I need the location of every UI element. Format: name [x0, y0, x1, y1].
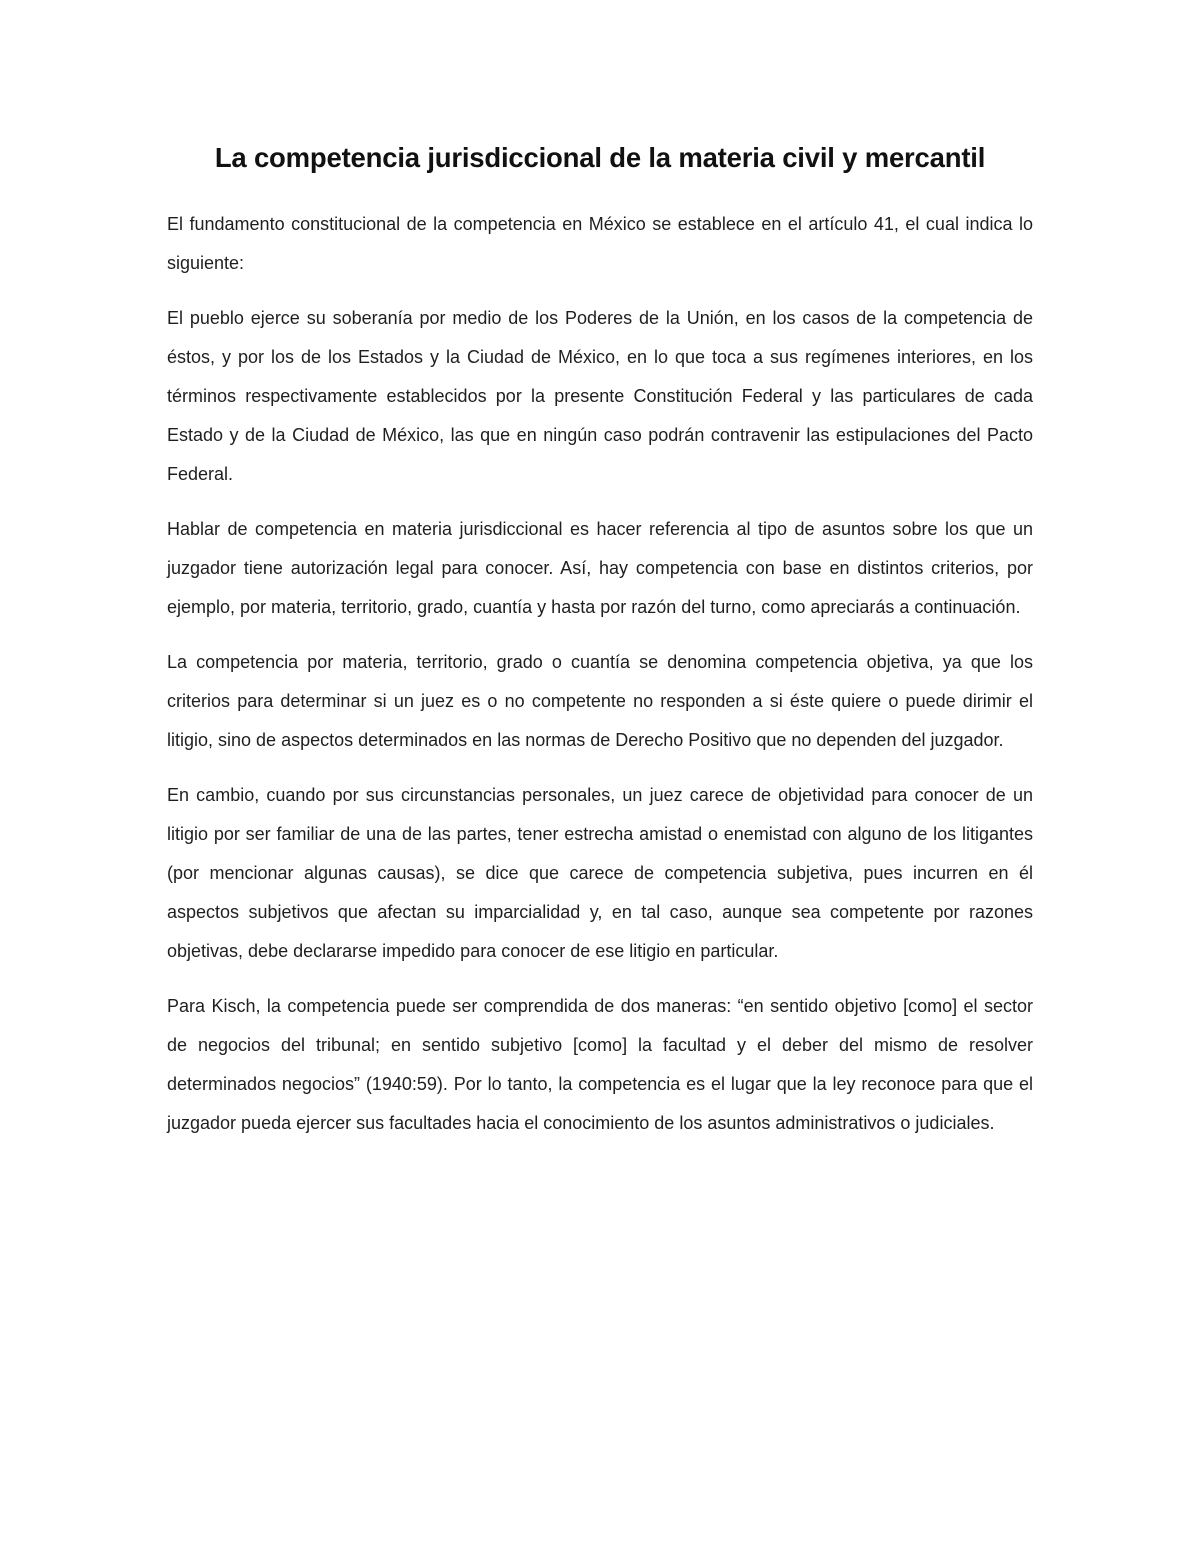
paragraph-jurisdictional-competence: Hablar de competencia en materia jurisdiccional es hacer referencia al tipo de asuntos sobre los que un juzgador tiene autorización legal para conocer. Así, hay competencia con base en distintos criterios, por ejemplo, por materia, territorio, grado, cuantía y hasta por razón del turno, como apreciarás a continuación.: [167, 519, 1033, 617]
paragraph-kisch-definition: Para Kisch, la competencia puede ser comprendida de dos maneras: “en sentido objetivo [como] el sector de negocios del tribunal; en sentido subjetivo [como] la facultad y el deber del mismo de resolver determinados negocios” (1940:59). Por lo tanto, la competencia es el lugar que la ley reconoce para que el juzgador pueda ejercer sus facultades hacia el conocimiento de los asuntos administrativos o judiciales.: [167, 996, 1033, 1133]
paragraph-objective-competence: La competencia por materia, territorio, grado o cuantía se denomina competencia objetiva, ya que los criterios para determinar si un juez es o no competente no responden a si éste quiere o puede dirimir el litigio, sino de aspectos determinados en las normas de Derecho Positivo que no dependen del juzgador.: [167, 652, 1033, 750]
paragraph-subjective-competence: En cambio, cuando por sus circunstancias personales, un juez carece de objetividad para conocer de un litigio por ser familiar de una de las partes, tener estrecha amistad o enemistad con alguno de los litigantes (por mencionar algunas causas), se dice que carece de competencia subjetiva, pues incurren en él aspectos subjetivos que afectan su imparcialidad y, en tal caso, aunque sea competente por razones objetivas, debe declararse impedido para conocer de ese litigio en particular.: [167, 785, 1033, 961]
document-body: [167, 138, 1033, 1159]
document-title: La competencia jurisdiccional de la materia civil y mercantil: [214, 142, 986, 173]
paragraph-constitutional-basis: El fundamento constitucional de la competencia en México se establece en el artículo 41, el cual indica lo siguiente:: [167, 214, 1033, 273]
paragraph-article-41-quote: El pueblo ejerce su soberanía por medio de los Poderes de la Unión, en los casos de la competencia de éstos, y por los de los Estados y la Ciudad de México, en lo que toca a sus regímenes interiores, en los términos respectivamente establecidos por la presente Constitución Federal y las particulares de cada Estado y de la Ciudad de México, las que en ningún caso podrán contravenir las estipulaciones del Pacto Federal.: [167, 308, 1033, 484]
